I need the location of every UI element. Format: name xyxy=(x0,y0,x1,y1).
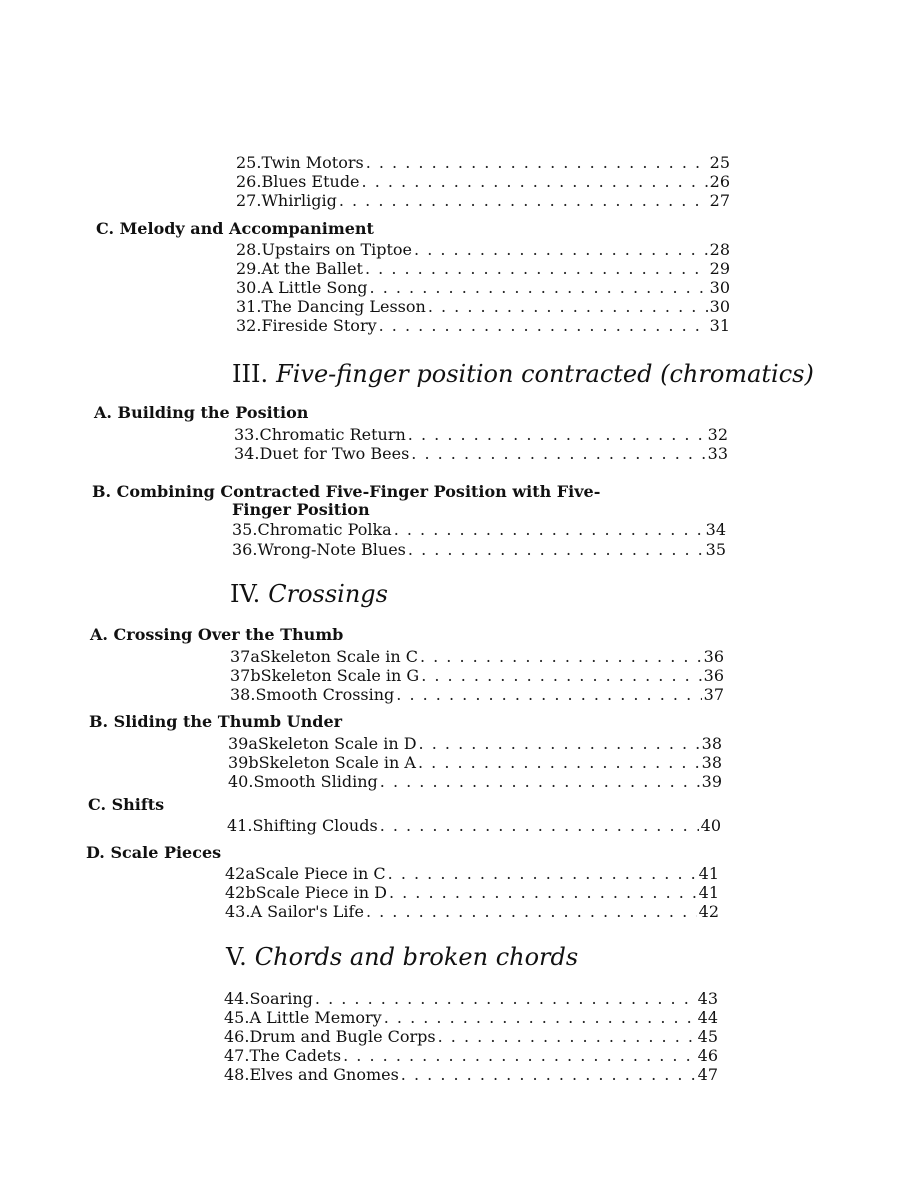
entry-title: Skeleton Scale in D xyxy=(257,734,417,753)
toc-entry xyxy=(224,1065,718,1084)
entry-title: A Sailor's Life xyxy=(250,902,364,921)
chapter-roman: V. xyxy=(226,943,247,971)
leader-dots xyxy=(366,902,697,921)
chapter-roman: IV. xyxy=(230,580,261,608)
leader-dots xyxy=(420,647,702,666)
entry-title: Soaring xyxy=(249,989,313,1008)
entry-number: 35. xyxy=(232,520,258,539)
entry-title: Smooth Sliding xyxy=(253,772,378,791)
toc-entry xyxy=(234,425,728,444)
leader-dots xyxy=(365,259,708,278)
toc-entry xyxy=(236,172,730,191)
leader-dots xyxy=(419,734,700,753)
chapter-heading xyxy=(230,580,388,608)
entry-page: 45 xyxy=(697,1027,718,1046)
entry-number: 32. xyxy=(236,316,262,335)
toc-entry xyxy=(230,685,724,704)
leader-dots xyxy=(379,316,708,335)
entry-page: 26 xyxy=(709,172,730,191)
entry-title: Fireside Story xyxy=(261,316,377,335)
toc-entry xyxy=(232,540,726,559)
section-heading-continued: Finger Position xyxy=(232,500,370,519)
leader-dots xyxy=(418,753,700,772)
toc-entry xyxy=(236,259,730,278)
toc-entry xyxy=(230,666,724,685)
entry-number: 42b xyxy=(225,883,256,902)
entry-page: 47 xyxy=(697,1065,718,1084)
entry-number: 47. xyxy=(224,1046,250,1065)
section-heading: C. Melody and Accompaniment xyxy=(96,219,374,238)
chapter-title: Crossings xyxy=(268,580,388,608)
entry-number: 33. xyxy=(234,425,260,444)
toc-entry xyxy=(236,240,730,259)
entry-number: 38. xyxy=(230,685,256,704)
entry-page: 29 xyxy=(709,259,730,278)
entry-page: 36 xyxy=(703,647,724,666)
leader-dots xyxy=(384,1008,696,1027)
entry-page: 27 xyxy=(709,191,730,210)
entry-page: 41 xyxy=(698,883,719,902)
entry-title: At the Ballet xyxy=(261,259,363,278)
entry-page: 41 xyxy=(698,864,719,883)
entry-title: Chromatic Polka xyxy=(257,520,392,539)
entry-page: 42 xyxy=(698,902,719,921)
toc-entry xyxy=(224,1008,718,1027)
toc-entry xyxy=(228,772,722,791)
toc-entry xyxy=(225,883,719,902)
entry-title: Skeleton Scale in A xyxy=(258,753,416,772)
entry-page: 39 xyxy=(701,772,722,791)
entry-number: 39b xyxy=(228,753,259,772)
entry-title: Wrong-Note Blues xyxy=(257,540,406,559)
leader-dots xyxy=(380,772,700,791)
entry-page: 30 xyxy=(709,297,730,316)
entry-title: Duet for Two Bees xyxy=(259,444,410,463)
chapter-heading xyxy=(226,943,578,971)
entry-title: Twin Motors xyxy=(261,153,364,172)
toc-entry xyxy=(224,989,718,1008)
leader-dots xyxy=(388,864,697,883)
toc-entry xyxy=(236,278,730,297)
entry-title: Smooth Crossing xyxy=(255,685,395,704)
toc-entry xyxy=(234,444,728,463)
leader-dots xyxy=(339,191,708,210)
entry-number: 36. xyxy=(232,540,258,559)
entry-number: 44. xyxy=(224,989,250,1008)
section-heading: D. Scale Pieces xyxy=(86,843,222,862)
entry-title: Elves and Gnomes xyxy=(249,1065,399,1084)
entry-page: 36 xyxy=(703,666,724,685)
entry-page: 32 xyxy=(707,425,728,444)
entry-number: 34. xyxy=(234,444,260,463)
entry-number: 46. xyxy=(224,1027,250,1046)
leader-dots xyxy=(366,153,708,172)
toc-entry xyxy=(225,902,719,921)
entry-number: 45. xyxy=(224,1008,250,1027)
toc-entry xyxy=(236,191,730,210)
leader-dots xyxy=(362,172,708,191)
entry-page: 34 xyxy=(705,520,726,539)
entry-page: 38 xyxy=(701,734,722,753)
entry-page: 35 xyxy=(705,540,726,559)
toc-entry xyxy=(224,1027,718,1046)
leader-dots xyxy=(394,520,704,539)
entry-number: 31. xyxy=(236,297,262,316)
entry-title: Shifting Clouds xyxy=(252,816,378,835)
entry-number: 40. xyxy=(228,772,254,791)
entry-number: 29. xyxy=(236,259,262,278)
entry-page: 38 xyxy=(701,753,722,772)
entry-page: 28 xyxy=(709,240,730,259)
section-heading: A. Building the Position xyxy=(94,403,309,422)
entry-page: 46 xyxy=(697,1046,718,1065)
leader-dots xyxy=(343,1046,696,1065)
chapter-heading xyxy=(232,360,814,388)
toc-entry xyxy=(224,1046,718,1065)
entry-page: 25 xyxy=(709,153,730,172)
leader-dots xyxy=(421,666,701,685)
entry-page: 43 xyxy=(697,989,718,1008)
leader-dots xyxy=(401,1065,696,1084)
toc-entry xyxy=(227,816,721,835)
entry-title: A Little Song xyxy=(261,278,368,297)
leader-dots xyxy=(408,425,706,444)
entry-number: 27. xyxy=(236,191,262,210)
entry-title: The Cadets xyxy=(249,1046,342,1065)
entry-number: 42a xyxy=(225,864,255,883)
entry-number: 48. xyxy=(224,1065,250,1084)
entry-number: 37b xyxy=(230,666,261,685)
toc-entry xyxy=(236,297,730,316)
entry-page: 37 xyxy=(703,685,724,704)
chapter-title: Five-finger position contracted (chromatics) xyxy=(276,360,814,388)
section-heading: C. Shifts xyxy=(88,795,165,814)
entry-title: Scale Piece in D xyxy=(255,883,387,902)
toc-entry xyxy=(232,520,726,539)
entry-title: Drum and Bugle Corps xyxy=(249,1027,436,1046)
entry-number: 25. xyxy=(236,153,262,172)
section-heading: B. Combining Contracted Five-Finger Position with Five- xyxy=(92,482,601,501)
entry-title: Scale Piece in C xyxy=(254,864,386,883)
leader-dots xyxy=(370,278,708,297)
toc-entry xyxy=(225,864,719,883)
toc-entry xyxy=(230,647,724,666)
leader-dots xyxy=(396,685,701,704)
chapter-title: Chords and broken chords xyxy=(254,943,579,971)
entry-number: 37a xyxy=(230,647,260,666)
leader-dots xyxy=(414,240,708,259)
toc-entry xyxy=(228,734,722,753)
entry-number: 28. xyxy=(236,240,262,259)
entry-number: 30. xyxy=(236,278,262,297)
leader-dots xyxy=(380,816,699,835)
leader-dots xyxy=(411,444,705,463)
entry-page: 40 xyxy=(700,816,721,835)
leader-dots xyxy=(315,989,696,1008)
entry-number: 26. xyxy=(236,172,262,191)
leader-dots xyxy=(438,1027,696,1046)
entry-title: Whirligig xyxy=(261,191,337,210)
entry-title: Blues Etude xyxy=(261,172,360,191)
leader-dots xyxy=(408,540,704,559)
toc-entry xyxy=(228,753,722,772)
entry-number: 43. xyxy=(225,902,251,921)
toc-entry xyxy=(236,316,730,335)
leader-dots xyxy=(389,883,697,902)
entry-title: A Little Memory xyxy=(249,1008,382,1027)
entry-page: 30 xyxy=(709,278,730,297)
toc-entry xyxy=(236,153,730,172)
entry-title: Skeleton Scale in G xyxy=(260,666,420,685)
entry-title: Skeleton Scale in C xyxy=(259,647,418,666)
section-heading: B. Sliding the Thumb Under xyxy=(89,712,343,731)
leader-dots xyxy=(428,297,708,316)
entry-title: The Dancing Lesson xyxy=(261,297,426,316)
entry-page: 33 xyxy=(707,444,728,463)
entry-number: 41. xyxy=(227,816,253,835)
entry-page: 31 xyxy=(709,316,730,335)
entry-number: 39a xyxy=(228,734,258,753)
entry-page: 44 xyxy=(697,1008,718,1027)
entry-title: Upstairs on Tiptoe xyxy=(261,240,413,259)
section-heading: A. Crossing Over the Thumb xyxy=(90,625,344,644)
chapter-roman: III. xyxy=(232,360,269,388)
entry-title: Chromatic Return xyxy=(259,425,406,444)
